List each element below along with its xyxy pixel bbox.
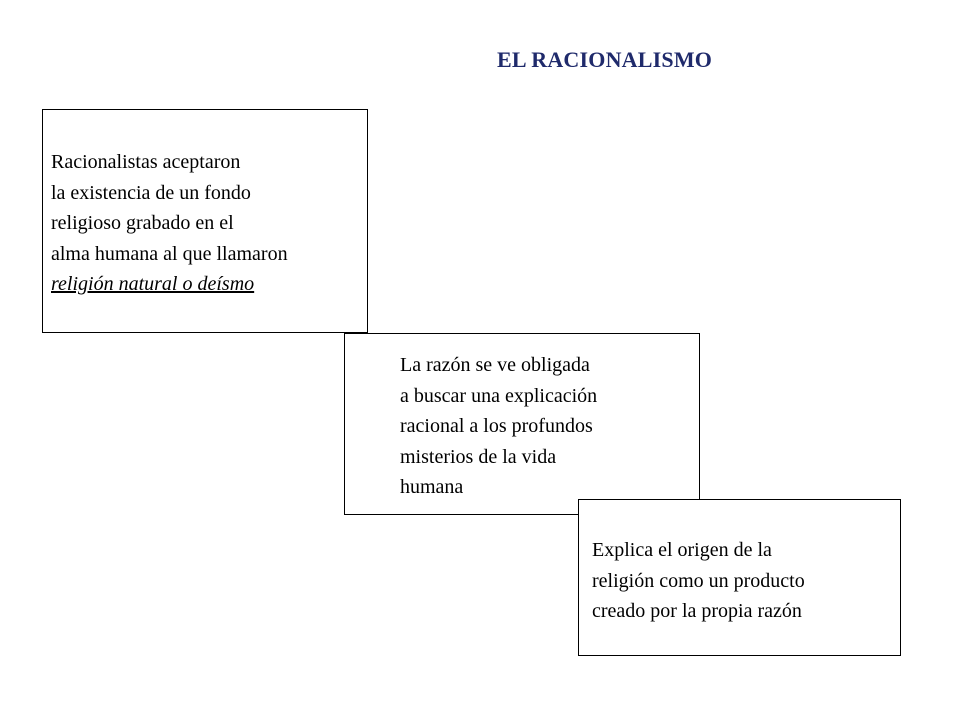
box-line: La razón se ve obligada (400, 354, 590, 376)
text-box-reason-explanation (344, 333, 700, 515)
box-line: Racionalistas aceptaron (51, 151, 241, 173)
text-box-rational-deism (42, 109, 368, 333)
text-box-religion-origin (578, 499, 901, 656)
box-text (400, 350, 597, 503)
page-title: EL RACIONALISMO (497, 47, 713, 72)
emphasized-term: religión natural o deísmo (51, 273, 255, 295)
box-text (592, 535, 805, 627)
box-line: a buscar una explicación (400, 384, 598, 407)
box-line: alma humana al que llamaron (51, 242, 288, 265)
box-line: racional a los profundos (400, 415, 593, 437)
box-line: creado por la propia razón (592, 600, 802, 622)
box-line: la existencia de un fondo (51, 181, 251, 204)
box-line: humana (400, 476, 464, 498)
box-line: misterios de la vida (400, 445, 557, 468)
box-line: religioso grabado en el (51, 212, 234, 234)
box-line: Explica el origen de la (592, 539, 772, 561)
box-text (51, 147, 288, 300)
box-line: religión como un producto (592, 569, 805, 592)
